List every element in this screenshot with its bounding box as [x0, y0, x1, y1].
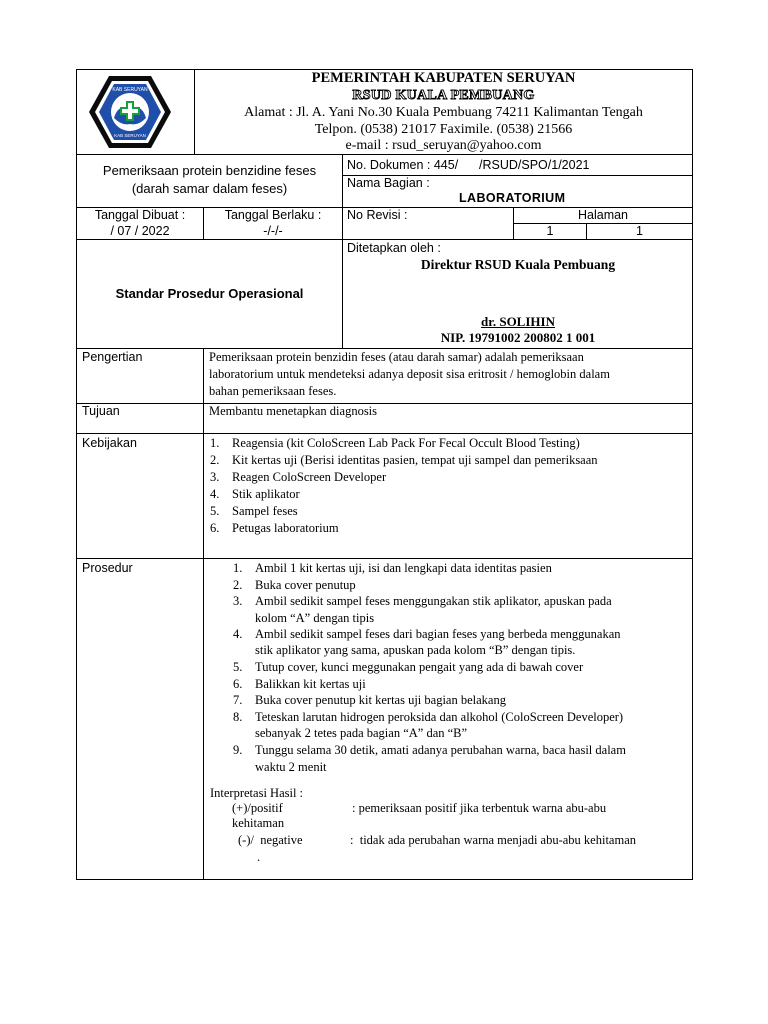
tanggal-dibuat-value: / 07 / 2022: [110, 224, 170, 238]
tanggal-berlaku-value: -/-/-: [263, 224, 283, 238]
sop-title: Standar Prosedur Operasional: [115, 286, 304, 301]
negatif-text: : tidak ada perubahan warna menjadi abu-abu kehitaman: [350, 833, 636, 847]
positif-label: (+)/positif: [232, 801, 283, 815]
ditetapkan-label: Ditetapkan oleh :: [347, 241, 441, 255]
hospital-address: Alamat : Jl. A. Yani No.30 Kuala Pembuang 74211 Kalimantan Tengah: [244, 105, 643, 120]
doc-title-line1: Pemeriksaan protein benzidine feses: [102, 163, 317, 178]
halaman-total: 1: [636, 224, 643, 238]
halaman-label: Halaman: [577, 208, 629, 222]
tujuan-text: Membantu menetapkan diagnosis: [209, 404, 378, 418]
logo-text-top: KAB SERUYAN: [112, 87, 148, 93]
doc-title-line2: (darah samar dalam feses): [131, 181, 288, 196]
pengertian-line-3: bahan pemeriksaan feses.: [209, 384, 337, 398]
director-title: Direktur RSUD Kuala Pembuang: [420, 257, 616, 272]
negatif-label: (-)/ negative: [238, 833, 303, 847]
no-revisi-label: No Revisi :: [347, 208, 408, 222]
hospital-email: e-mail : rsud_seruyan@yahoo.com: [345, 138, 542, 153]
prosedur-label: Prosedur: [82, 561, 133, 575]
kebijakan-list: 1. Reagensia (kit ColoScreen Lab Pack For Fecal Occult Blood Testing) 2. Kit kertas uji (Berisi identitas pasien, tempat uji sampel dan pemeriksaan 3. Reagen ColoScreen Developer 4. Stik aplikator 5. Sampel feses 6. Petugas laboratorium: [210, 436, 598, 535]
positif-cont: kehitaman: [232, 816, 285, 830]
tanggal-dibuat-label: Tanggal Dibuat :: [94, 208, 186, 222]
tujuan-label: Tujuan: [82, 404, 120, 418]
kebijakan-label: Kebijakan: [82, 436, 137, 450]
director-name: dr. SOLIHIN: [481, 314, 555, 329]
prosedur-list: 1. Ambil 1 kit kertas uji, isi dan lengkapi data identitas pasien 2. Buka cover penutup 3. Ambil sedikit sampel feses menggungakan stik aplikator, apuskan pada kolom “A” dengan tipis 4. Ambil sedikit sampel feses dari bagian feses yang berbeda menggunakan stik aplikator yang sama, apuskan pada kolom “B” dengan tipis. 5. Tutup cover, kunci meggunakan pengait yang ada di bawah cover 6. Balikkan kit kertas uji 7. Buka cover penutup kit kertas uji bagian belakang 8. Teteskan larutan hidrogen peroksida dan alkohol (ColoScreen Developer) sebanyak 2 tetes pada bagian “A” dan “B” 9. Tunggu selama 30 detik, amati adanya perubahan warna, baca hasil dalam waktu 2 menit: [233, 561, 626, 774]
hospital-phone: Telpon. (0538) 21017 Faximile. (0538) 21566: [314, 122, 573, 137]
logo-text-bottom: KAB SERUYAN: [114, 133, 146, 138]
pengertian-line-1: Pemeriksaan protein benzidin feses (atau darah samar) adalah pemeriksaan: [209, 350, 584, 364]
hospital-logo: [88, 74, 172, 150]
positif-text: : pemeriksaan positif jika terbentuk warna abu-abu: [352, 801, 607, 815]
nama-bagian-label: Nama Bagian :: [347, 176, 430, 190]
pengertian-label: Pengertian: [82, 350, 143, 364]
hospital-name: RSUD KUALA PEMBUANG: [352, 88, 535, 103]
halaman-page: 1: [546, 224, 554, 238]
trailing-dot: .: [257, 850, 261, 864]
nama-bagian-value: LABORATORIUM: [459, 191, 566, 205]
no-dokumen: No. Dokumen : 445/ /RSUD/SPO/1/2021: [347, 158, 590, 172]
government-name: PEMERINTAH KABUPATEN SERUYAN: [311, 70, 576, 86]
pengertian-line-2: laboratorium untuk mendeteksi adanya deposit sisa eritrosit / hemoglobin dalam: [209, 367, 610, 381]
interpretasi-label: Interpretasi Hasil :: [210, 786, 304, 800]
tanggal-berlaku-label: Tanggal Berlaku :: [224, 208, 322, 222]
director-nip: NIP. 19791002 200802 1 001: [440, 330, 596, 345]
